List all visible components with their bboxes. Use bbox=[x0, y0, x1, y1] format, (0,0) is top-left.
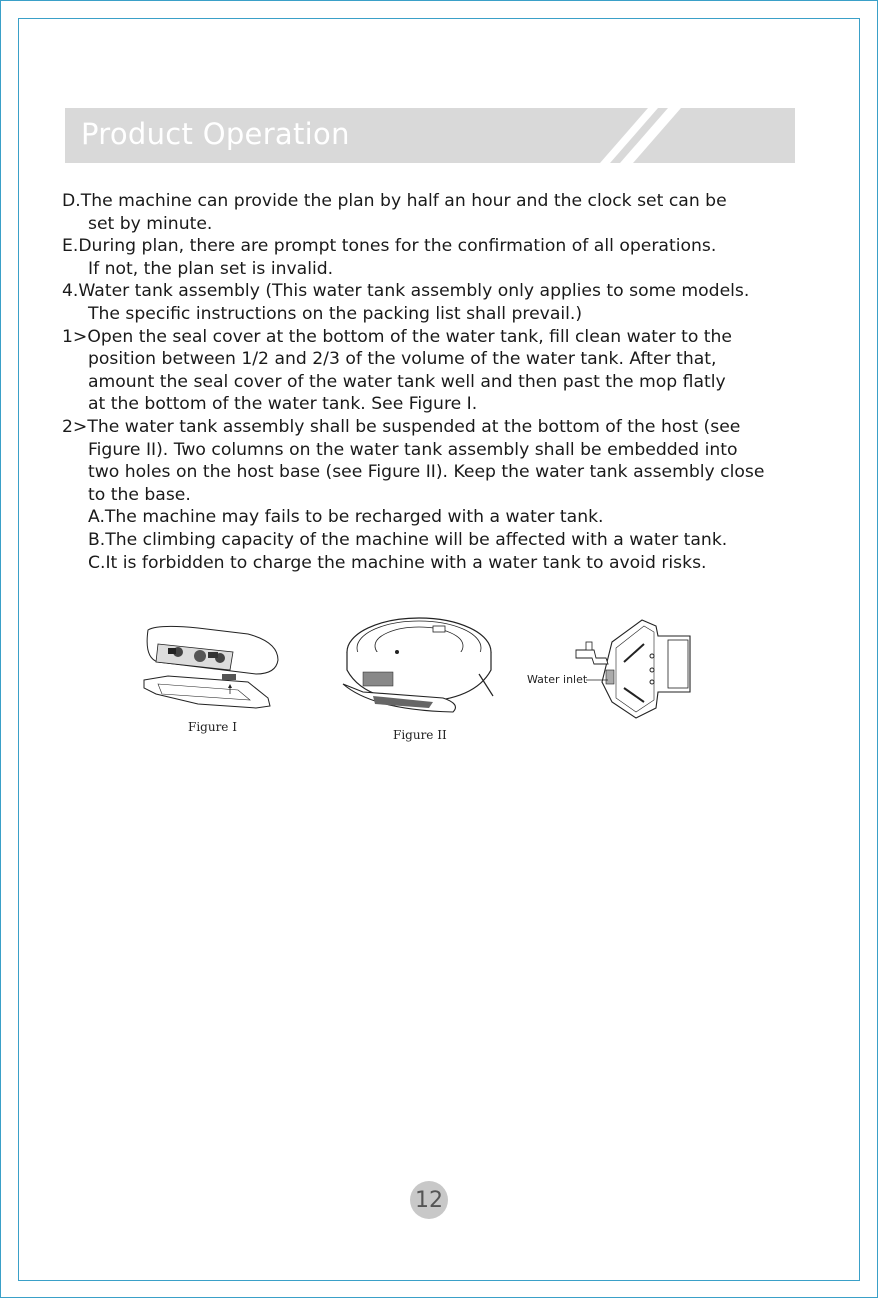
instructions-text bbox=[62, 190, 792, 574]
text-line: at the bottom of the water tank. See Figure I. bbox=[88, 394, 478, 415]
text-line: A.The machine may fails to be recharged with a water tank. bbox=[88, 507, 604, 528]
page-number: 12 bbox=[415, 1187, 443, 1213]
text-line: position between 1/2 and 2/3 of the volume of the water tank. After that, bbox=[88, 349, 717, 370]
text-line: two holes on the host base (see Figure II). Keep the water tank assembly close bbox=[88, 462, 765, 483]
text-line: 1>Open the seal cover at the bottom of the water tank, fill clean water to the bbox=[62, 326, 733, 347]
text-line: C.It is forbidden to charge the machine with a water tank to avoid risks. bbox=[88, 552, 707, 573]
text-line: The specific instructions on the packing list shall prevail.) bbox=[88, 303, 583, 324]
figure-1-water-tank-illustration bbox=[138, 622, 288, 714]
page-title: Product Operation bbox=[81, 117, 350, 151]
text-line: 4.Water tank assembly (This water tank assembly only applies to some models. bbox=[62, 281, 750, 302]
page-number-badge bbox=[410, 1181, 448, 1219]
figure-2-caption: Figure II bbox=[393, 728, 447, 742]
water-inlet-leader-line bbox=[586, 678, 608, 682]
figure-3-water-inlet-illustration bbox=[572, 612, 698, 728]
water-inlet-label: Water inlet bbox=[527, 673, 588, 686]
figure-1-caption: Figure I bbox=[188, 720, 237, 734]
section-header bbox=[65, 108, 795, 163]
text-line: 2>The water tank assembly shall be suspended at the bottom of the host (see bbox=[62, 416, 741, 437]
text-line: D.The machine can provide the plan by half an hour and the clock set can be bbox=[62, 191, 727, 211]
text-line: If not, the plan set is invalid. bbox=[88, 258, 334, 279]
text-line: amount the seal cover of the water tank well and then past the mop flatly bbox=[88, 371, 726, 392]
text-line: B.The climbing capacity of the machine will be affected with a water tank. bbox=[88, 529, 728, 550]
text-line: E.During plan, there are prompt tones for the confirmation of all operations. bbox=[62, 236, 717, 257]
text-line: to the base. bbox=[88, 484, 191, 505]
figure-2-robot-illustration bbox=[333, 612, 505, 727]
text-line: Figure II). Two columns on the water tank assembly shall be embedded into bbox=[88, 439, 738, 460]
text-line: set by minute. bbox=[88, 213, 213, 234]
